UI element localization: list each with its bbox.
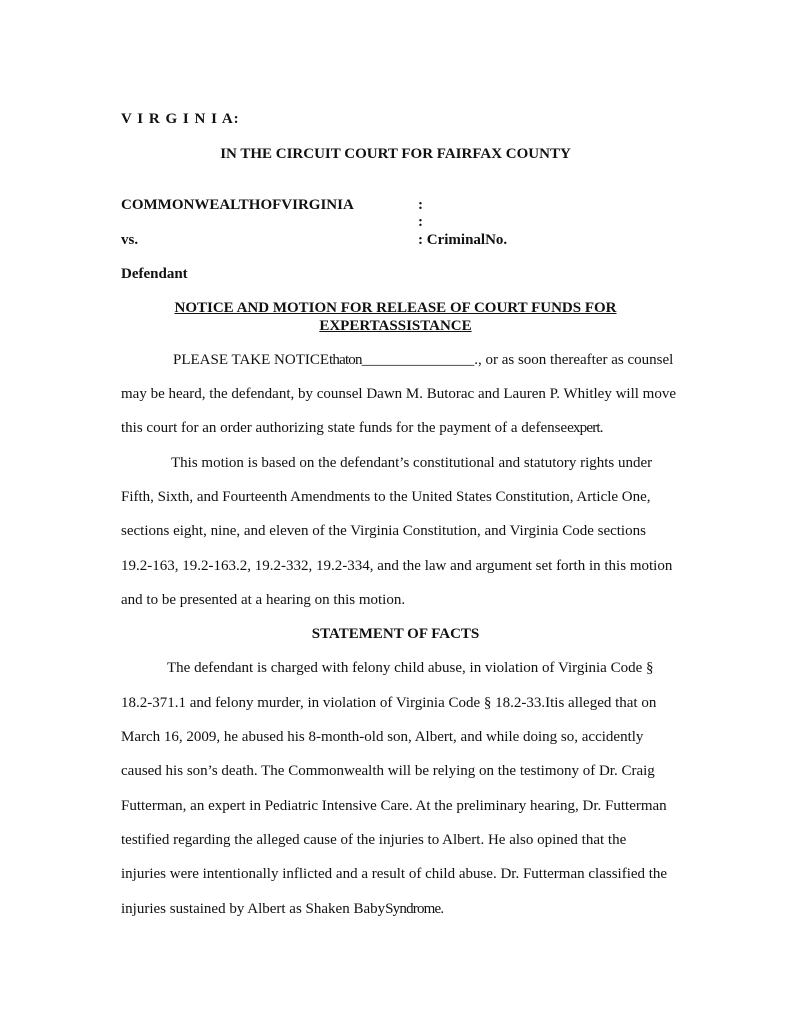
facts-line: March 16, 2009, he abused his 8-month-old son, Albert, and while doing so, accidently — [121, 729, 644, 745]
notice-date-blank: _______________., or as soon thereafter as counsel — [361, 352, 674, 368]
notice-text: this court for an order authorizing state funds for the payment of a defense — [121, 420, 568, 436]
state-heading: V I R G I N I A: — [121, 111, 240, 127]
facts-line: testified regarding the alleged cause of the injuries to Albert. He also opined that the — [121, 832, 627, 848]
notice-line — [121, 419, 603, 437]
notice-lead: PLEASE TAKE NOTICE — [173, 352, 330, 368]
motion-title-line: NOTICE AND MOTION FOR RELEASE OF COURT FUNDS FOR — [174, 300, 617, 316]
notice-line — [173, 351, 673, 369]
notice-line: may be heard, the defendant, by counsel Dawn M. Butorac and Lauren P. Whitley will move — [121, 386, 676, 402]
plaintiff-name: COMMONWEALTHOFVIRGINIA — [121, 197, 354, 213]
motion-title-line: EXPERTASSISTANCE — [319, 318, 472, 334]
notice-compressed-text: expert. — [567, 420, 603, 436]
facts-line: caused his son’s death. The Commonwealth will be relying on the testimony of Dr. Craig — [121, 763, 655, 779]
facts-line: injuries were intentionally inflicted and a result of child abuse. Dr. Futterman classified the — [121, 866, 668, 882]
defendant-label: Defendant — [121, 266, 188, 282]
facts-text: injuries sustained by Albert as Shaken Baby — [121, 901, 386, 917]
motion-basis-line: sections eight, nine, and eleven of the Virginia Constitution, and Virginia Code sections — [121, 523, 646, 539]
caption-colon: : — [418, 214, 423, 230]
versus-label: vs. — [121, 232, 139, 248]
facts-line: The defendant is charged with felony child abuse, in violation of Virginia Code § — [167, 660, 654, 676]
motion-basis-line: This motion is based on the defendant’s constitutional and statutory rights under — [171, 455, 653, 471]
motion-basis-line: Fifth, Sixth, and Fourteenth Amendments to the United States Constitution, Article One, — [121, 489, 651, 505]
motion-basis-line: and to be presented at a hearing on this motion. — [121, 592, 406, 608]
facts-line — [121, 900, 443, 918]
court-heading: IN THE CIRCUIT COURT FOR FAIRFAX COUNTY — [220, 146, 571, 162]
facts-compressed-text: Syndrome. — [385, 901, 444, 917]
criminal-number-label: : CriminalNo. — [418, 232, 508, 248]
caption-colon: : — [418, 197, 423, 213]
notice-compressed-text: thaton — [329, 352, 362, 368]
motion-basis-line: 19.2-163, 19.2-163.2, 19.2-332, 19.2-334, and the law and argument set forth in this motion — [121, 558, 673, 574]
facts-line: Futterman, an expert in Pediatric Intensive Care. At the preliminary hearing, Dr. Futterman — [121, 798, 667, 814]
facts-heading: STATEMENT OF FACTS — [311, 626, 480, 642]
facts-line: 18.2-371.1 and felony murder, in violation of Virginia Code § 18.2-33.Itis alleged that on — [121, 695, 657, 711]
